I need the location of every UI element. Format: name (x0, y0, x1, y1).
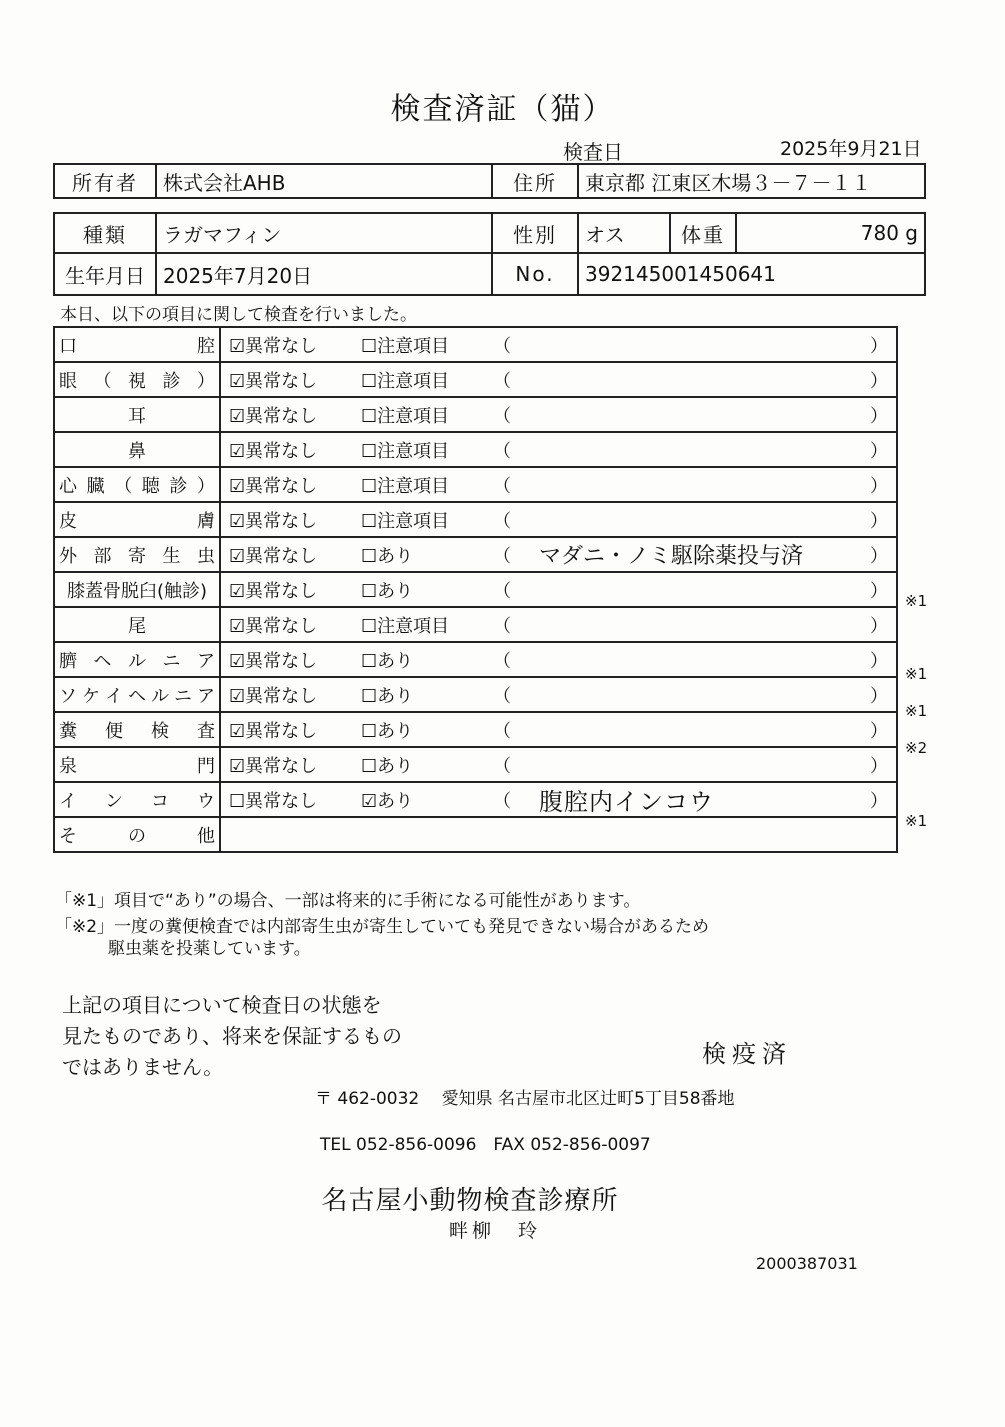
normal-option-label: 異常なし (245, 720, 318, 742)
item-name-char: ン (105, 790, 123, 812)
paren-close: ） (870, 405, 888, 427)
checkbox-icon: ☑ (229, 615, 246, 637)
item-name-char: 膚 (197, 510, 215, 532)
item-result-cell (220, 572, 897, 607)
item-name-char: コ (151, 790, 169, 812)
concern-option-label: 注意項目 (377, 335, 450, 357)
normal-option-label: 異常なし (245, 685, 318, 707)
item-result (221, 503, 896, 536)
normal-option[interactable] (229, 437, 317, 463)
normal-option-label: 異常なし (245, 790, 318, 812)
kind-value: ラガマフィン (156, 213, 492, 253)
clinic-tel-fax: TEL 052-856-0096 FAX 052-856-0097 (320, 1135, 651, 1155)
table-row (54, 817, 897, 852)
normal-option[interactable] (229, 647, 317, 673)
item-name-char: ニ (174, 685, 192, 707)
paren-open: （ (493, 405, 511, 427)
normal-option[interactable] (229, 612, 317, 638)
item-name-char: 診 (169, 475, 188, 497)
normal-option[interactable] (229, 542, 317, 568)
item-result-cell (220, 607, 897, 642)
exam-date-label: 検査日 (563, 140, 623, 164)
paren-close: ） (870, 790, 888, 812)
item-name-cell (54, 747, 220, 782)
concern-option-label: 注意項目 (377, 475, 450, 497)
normal-option[interactable] (229, 682, 317, 708)
item-name-cell (54, 467, 220, 502)
table-row (54, 397, 897, 432)
disclaimer (62, 990, 462, 1083)
paren-close: ） (870, 510, 888, 532)
checkbox-icon: ☐ (361, 720, 378, 742)
item-name-char: 尾 (128, 615, 146, 637)
table-row (54, 537, 897, 572)
paren-close: ） (870, 370, 888, 392)
concern-option[interactable] (361, 472, 449, 498)
concern-option[interactable] (361, 612, 449, 638)
item-name (55, 822, 219, 848)
checkbox-icon: ☑ (229, 580, 246, 602)
item-note: 腹腔内インコウ (539, 788, 714, 816)
footnote-mark: ※1 (905, 812, 928, 831)
table-row (54, 572, 897, 607)
no-value: 392145001450641 (578, 253, 925, 295)
item-name-char: ア (197, 650, 215, 672)
item-name-char: ル (151, 685, 169, 707)
item-note: マダニ・ノミ駆除薬投与済 (539, 544, 804, 569)
item-name (55, 367, 219, 393)
item-name-cell (54, 607, 220, 642)
item-name-cell (54, 677, 220, 712)
item-name-char: 視 (128, 370, 146, 392)
normal-option-label: 異常なし (245, 545, 318, 567)
concern-option[interactable] (361, 507, 449, 533)
footnote-mark: ※1 (905, 665, 928, 684)
item-name-char: 生 (162, 545, 181, 567)
item-name (55, 332, 219, 358)
item-name-char: 膝蓋骨脱臼(触診) (66, 580, 208, 602)
item-name-char: イ (105, 685, 123, 707)
paren-open: （ (493, 720, 511, 742)
checkbox-icon: ☑ (229, 440, 246, 462)
item-result-cell (220, 642, 897, 677)
normal-option[interactable] (229, 402, 317, 428)
item-result (221, 643, 896, 676)
paren-close: ） (870, 440, 888, 462)
concern-option-label: あり (377, 755, 414, 777)
address-value: 東京都 江東区木場３－７－１１ (578, 164, 925, 198)
item-name-char: 検 (151, 720, 169, 742)
concern-option[interactable] (361, 437, 449, 463)
clinic-address: 〒 462-0032 愛知県 名古屋市北区辻町5丁目58番地 (315, 1089, 735, 1109)
item-result (221, 468, 896, 501)
checkbox-icon: ☐ (361, 580, 378, 602)
item-name (55, 472, 219, 498)
item-name-char: 臍 (59, 650, 77, 672)
item-name-char: ） (196, 475, 215, 497)
concern-option[interactable] (361, 332, 449, 358)
table-row (54, 677, 897, 712)
checkbox-icon: ☐ (361, 755, 378, 777)
item-name-char: 腔 (197, 335, 215, 357)
paren-open: （ (493, 580, 511, 602)
item-name-char: ニ (162, 650, 181, 672)
paren-open: （ (493, 755, 511, 777)
checkbox-icon: ☐ (361, 685, 378, 707)
other-notes-cell (220, 817, 897, 852)
weight-value: 780 g (736, 213, 925, 253)
intro-text: 本日、以下の項目に関して検査を行いました。 (60, 305, 417, 325)
footnote-1: 「※1」項目で“あり”の場合、一部は将来的に手術になる可能性があります。 (55, 891, 641, 911)
item-result-cell (220, 712, 897, 747)
item-name-char: の (128, 825, 146, 847)
address-label: 住所 (492, 164, 578, 198)
concern-option-label: あり (377, 720, 414, 742)
item-name-cell (54, 432, 220, 467)
paren-close: ） (870, 650, 888, 672)
checkbox-icon: ☑ (361, 790, 378, 812)
item-name (55, 507, 219, 533)
paren-open: （ (493, 545, 511, 567)
exam-items-table (53, 326, 898, 853)
veterinarian-name: 畔柳 玲 (448, 1220, 541, 1242)
checkbox-icon: ☐ (361, 370, 378, 392)
item-name-char: 査 (197, 720, 215, 742)
item-name-cell (54, 327, 220, 362)
paren-close: ） (870, 335, 888, 357)
item-name-char: 虫 (197, 545, 215, 567)
item-result-cell (220, 432, 897, 467)
checkbox-icon: ☑ (229, 475, 246, 497)
item-name-cell (54, 712, 220, 747)
paren-close: ） (870, 720, 888, 742)
concern-option[interactable] (361, 752, 413, 778)
item-result (221, 713, 896, 746)
item-name (55, 577, 219, 603)
sex-label: 性別 (492, 213, 578, 253)
item-name-char: イ (59, 790, 77, 812)
normal-option-label: 異常なし (245, 650, 318, 672)
footnote-mark: ※2 (905, 738, 928, 757)
item-name-char: 寄 (128, 545, 146, 567)
normal-option[interactable] (229, 332, 317, 358)
item-name-char: （ (114, 475, 133, 497)
footnote-mark: ※1 (905, 591, 928, 610)
concern-option[interactable] (361, 787, 413, 813)
item-result-cell (220, 747, 897, 782)
owner-table (53, 163, 926, 199)
paren-close: ） (870, 475, 888, 497)
checkbox-icon: ☑ (229, 510, 246, 532)
normal-option-label: 異常なし (245, 475, 318, 497)
exam-date: 2025年9月21日 (780, 138, 922, 160)
normal-option-label: 異常なし (245, 405, 318, 427)
disclaimer-line: ではありません。 (62, 1055, 224, 1079)
table-row (54, 782, 897, 817)
item-name (55, 682, 219, 708)
normal-option[interactable] (229, 367, 317, 393)
item-name-char: ） (197, 370, 215, 392)
item-name-char: 心 (59, 475, 77, 497)
item-name-char: ル (128, 650, 146, 672)
checkbox-icon: ☐ (361, 650, 378, 672)
paren-open: （ (493, 475, 511, 497)
table-row (54, 607, 897, 642)
item-name-char: 聴 (141, 475, 160, 497)
item-result (221, 608, 896, 641)
item-name-char: ア (197, 685, 215, 707)
checkbox-icon: ☑ (229, 685, 246, 707)
concern-option-label: 注意項目 (377, 405, 450, 427)
concern-option-label: 注意項目 (377, 440, 450, 462)
paren-open: （ (493, 615, 511, 637)
item-result-cell (220, 327, 897, 362)
paren-open: （ (493, 440, 511, 462)
item-name-char: 便 (105, 720, 123, 742)
concern-option-label: あり (377, 685, 414, 707)
normal-option[interactable] (229, 507, 317, 533)
item-result-cell (220, 467, 897, 502)
normal-option-label: 異常なし (245, 755, 318, 777)
concern-option[interactable] (361, 647, 413, 673)
paren-close: ） (870, 755, 888, 777)
item-result-cell (220, 782, 897, 817)
item-name (55, 752, 219, 778)
disclaimer-line: 上記の項目について検査日の状態を (62, 993, 382, 1017)
item-result (221, 678, 896, 711)
item-result (221, 363, 896, 396)
concern-option[interactable] (361, 367, 449, 393)
paren-close: ） (870, 580, 888, 602)
item-name (55, 647, 219, 673)
item-name-char: ヘ (128, 685, 146, 707)
item-name-char: ヘ (93, 650, 112, 672)
checkbox-icon: ☐ (361, 475, 378, 497)
concern-option-label: 注意項目 (377, 615, 450, 637)
table-row (54, 327, 897, 362)
checkbox-icon: ☑ (229, 405, 246, 427)
item-result-cell (220, 502, 897, 537)
item-name-char: 泉 (59, 755, 77, 777)
serial-number: 2000387031 (756, 1254, 858, 1273)
item-name-char: 部 (93, 545, 112, 567)
footnote-mark: ※1 (905, 702, 928, 720)
checkbox-icon: ☑ (229, 755, 246, 777)
owner-label: 所有者 (54, 164, 156, 198)
normal-option-label: 異常なし (245, 370, 318, 392)
normal-option[interactable] (229, 787, 317, 813)
item-result (221, 328, 896, 361)
concern-option-label: あり (377, 580, 414, 602)
item-name (55, 787, 219, 813)
concern-option-label: あり (377, 790, 414, 812)
checkbox-icon: ☑ (229, 335, 246, 357)
item-name-char: 外 (59, 545, 77, 567)
item-name (55, 717, 219, 743)
item-result (221, 433, 896, 466)
table-row (54, 467, 897, 502)
item-name-char: そ (59, 825, 77, 847)
normal-option-label: 異常なし (245, 510, 318, 532)
concern-option-label: 注意項目 (377, 510, 450, 532)
no-label: No. (492, 253, 578, 295)
birth-label: 生年月日 (54, 253, 156, 295)
normal-option-label: 異常なし (245, 335, 318, 357)
concern-option[interactable] (361, 682, 413, 708)
birth-value: 2025年7月20日 (156, 253, 492, 295)
checkbox-icon: ☐ (361, 545, 378, 567)
paren-open: （ (493, 790, 511, 812)
concern-option[interactable] (361, 402, 449, 428)
item-name (55, 542, 219, 568)
weight-label: 体重 (670, 213, 736, 253)
concern-option-label: あり (377, 650, 414, 672)
normal-option-label: 異常なし (245, 440, 318, 462)
table-row (54, 642, 897, 677)
item-result-cell (220, 397, 897, 432)
item-name-char: ケ (82, 685, 100, 707)
item-name-char: 耳 (128, 405, 146, 427)
concern-option-label: 注意項目 (377, 370, 450, 392)
table-row (54, 432, 897, 467)
checkbox-icon: ☐ (361, 405, 378, 427)
checkbox-icon: ☐ (361, 440, 378, 462)
item-result-cell (220, 362, 897, 397)
table-row (54, 712, 897, 747)
item-result (221, 573, 896, 606)
paren-open: （ (493, 650, 511, 672)
item-result (221, 538, 896, 571)
table-row (54, 747, 897, 782)
normal-option-label: 異常なし (245, 615, 318, 637)
paren-open: （ (493, 370, 511, 392)
item-name-cell (54, 397, 220, 432)
normal-option[interactable] (229, 717, 317, 743)
item-result-cell (220, 537, 897, 572)
item-name-cell (54, 782, 220, 817)
checkbox-icon: ☐ (361, 615, 378, 637)
concern-option[interactable] (361, 717, 413, 743)
concern-option[interactable] (361, 542, 413, 568)
item-name-cell (54, 572, 220, 607)
item-name-char: 糞 (59, 720, 77, 742)
normal-option-label: 異常なし (245, 580, 318, 602)
paren-open: （ (493, 685, 511, 707)
kind-label: 種類 (54, 213, 156, 253)
item-name-cell (54, 362, 220, 397)
item-name (55, 437, 219, 463)
item-name-char: 鼻 (128, 440, 146, 462)
owner-value: 株式会社AHB (156, 164, 492, 198)
clinic-name: 名古屋小動物検査診療所 (321, 1186, 619, 1216)
checkbox-icon: ☑ (229, 650, 246, 672)
paren-close: ） (870, 685, 888, 707)
item-name-cell (54, 817, 220, 852)
item-name (55, 612, 219, 638)
footnote-2-continued: 駆虫薬を投薬しています。 (108, 939, 311, 959)
item-name-char: 眼 (59, 370, 77, 392)
item-result (221, 398, 896, 431)
normal-option[interactable] (229, 577, 317, 603)
footnote-2: 「※2」一度の糞便検査では内部寄生虫が寄生していても発見できない場合があるため (55, 917, 710, 937)
item-name-char: 口 (59, 335, 77, 357)
checkbox-icon: ☐ (229, 790, 246, 812)
item-name-char: 皮 (59, 510, 77, 532)
table-row (54, 502, 897, 537)
normal-option[interactable] (229, 472, 317, 498)
item-name-cell (54, 502, 220, 537)
sex-value: オス (578, 213, 670, 253)
item-name-char: 臓 (86, 475, 105, 497)
paren-open: （ (493, 510, 511, 532)
paren-open: （ (493, 335, 511, 357)
table-row (54, 362, 897, 397)
item-name-char: 他 (197, 825, 215, 847)
animal-table (53, 212, 926, 296)
item-name-char: （ (93, 370, 112, 392)
item-name (55, 402, 219, 428)
item-name-cell (54, 642, 220, 677)
checkbox-icon: ☐ (361, 335, 378, 357)
disclaimer-line: 見たものであり、将来を保証するもの (62, 1024, 402, 1048)
normal-option[interactable] (229, 752, 317, 778)
checkbox-icon: ☐ (361, 510, 378, 532)
item-name-char: ウ (197, 790, 215, 812)
item-name-char: 診 (162, 370, 181, 392)
concern-option-label: あり (377, 545, 414, 567)
item-name-char: 門 (197, 755, 215, 777)
item-name-char: ソ (59, 685, 77, 707)
item-result-cell (220, 677, 897, 712)
checkbox-icon: ☑ (229, 720, 246, 742)
checkbox-icon: ☑ (229, 545, 246, 567)
item-result (221, 783, 896, 816)
item-name-cell (54, 537, 220, 572)
concern-option[interactable] (361, 577, 413, 603)
paren-close: ） (870, 615, 888, 637)
checkbox-icon: ☑ (229, 370, 246, 392)
quarantine-stamp: 検疫済 (702, 1040, 792, 1068)
paren-close: ） (870, 545, 888, 567)
item-result (221, 748, 896, 781)
document-title: 検査済証（猫） (390, 92, 615, 127)
